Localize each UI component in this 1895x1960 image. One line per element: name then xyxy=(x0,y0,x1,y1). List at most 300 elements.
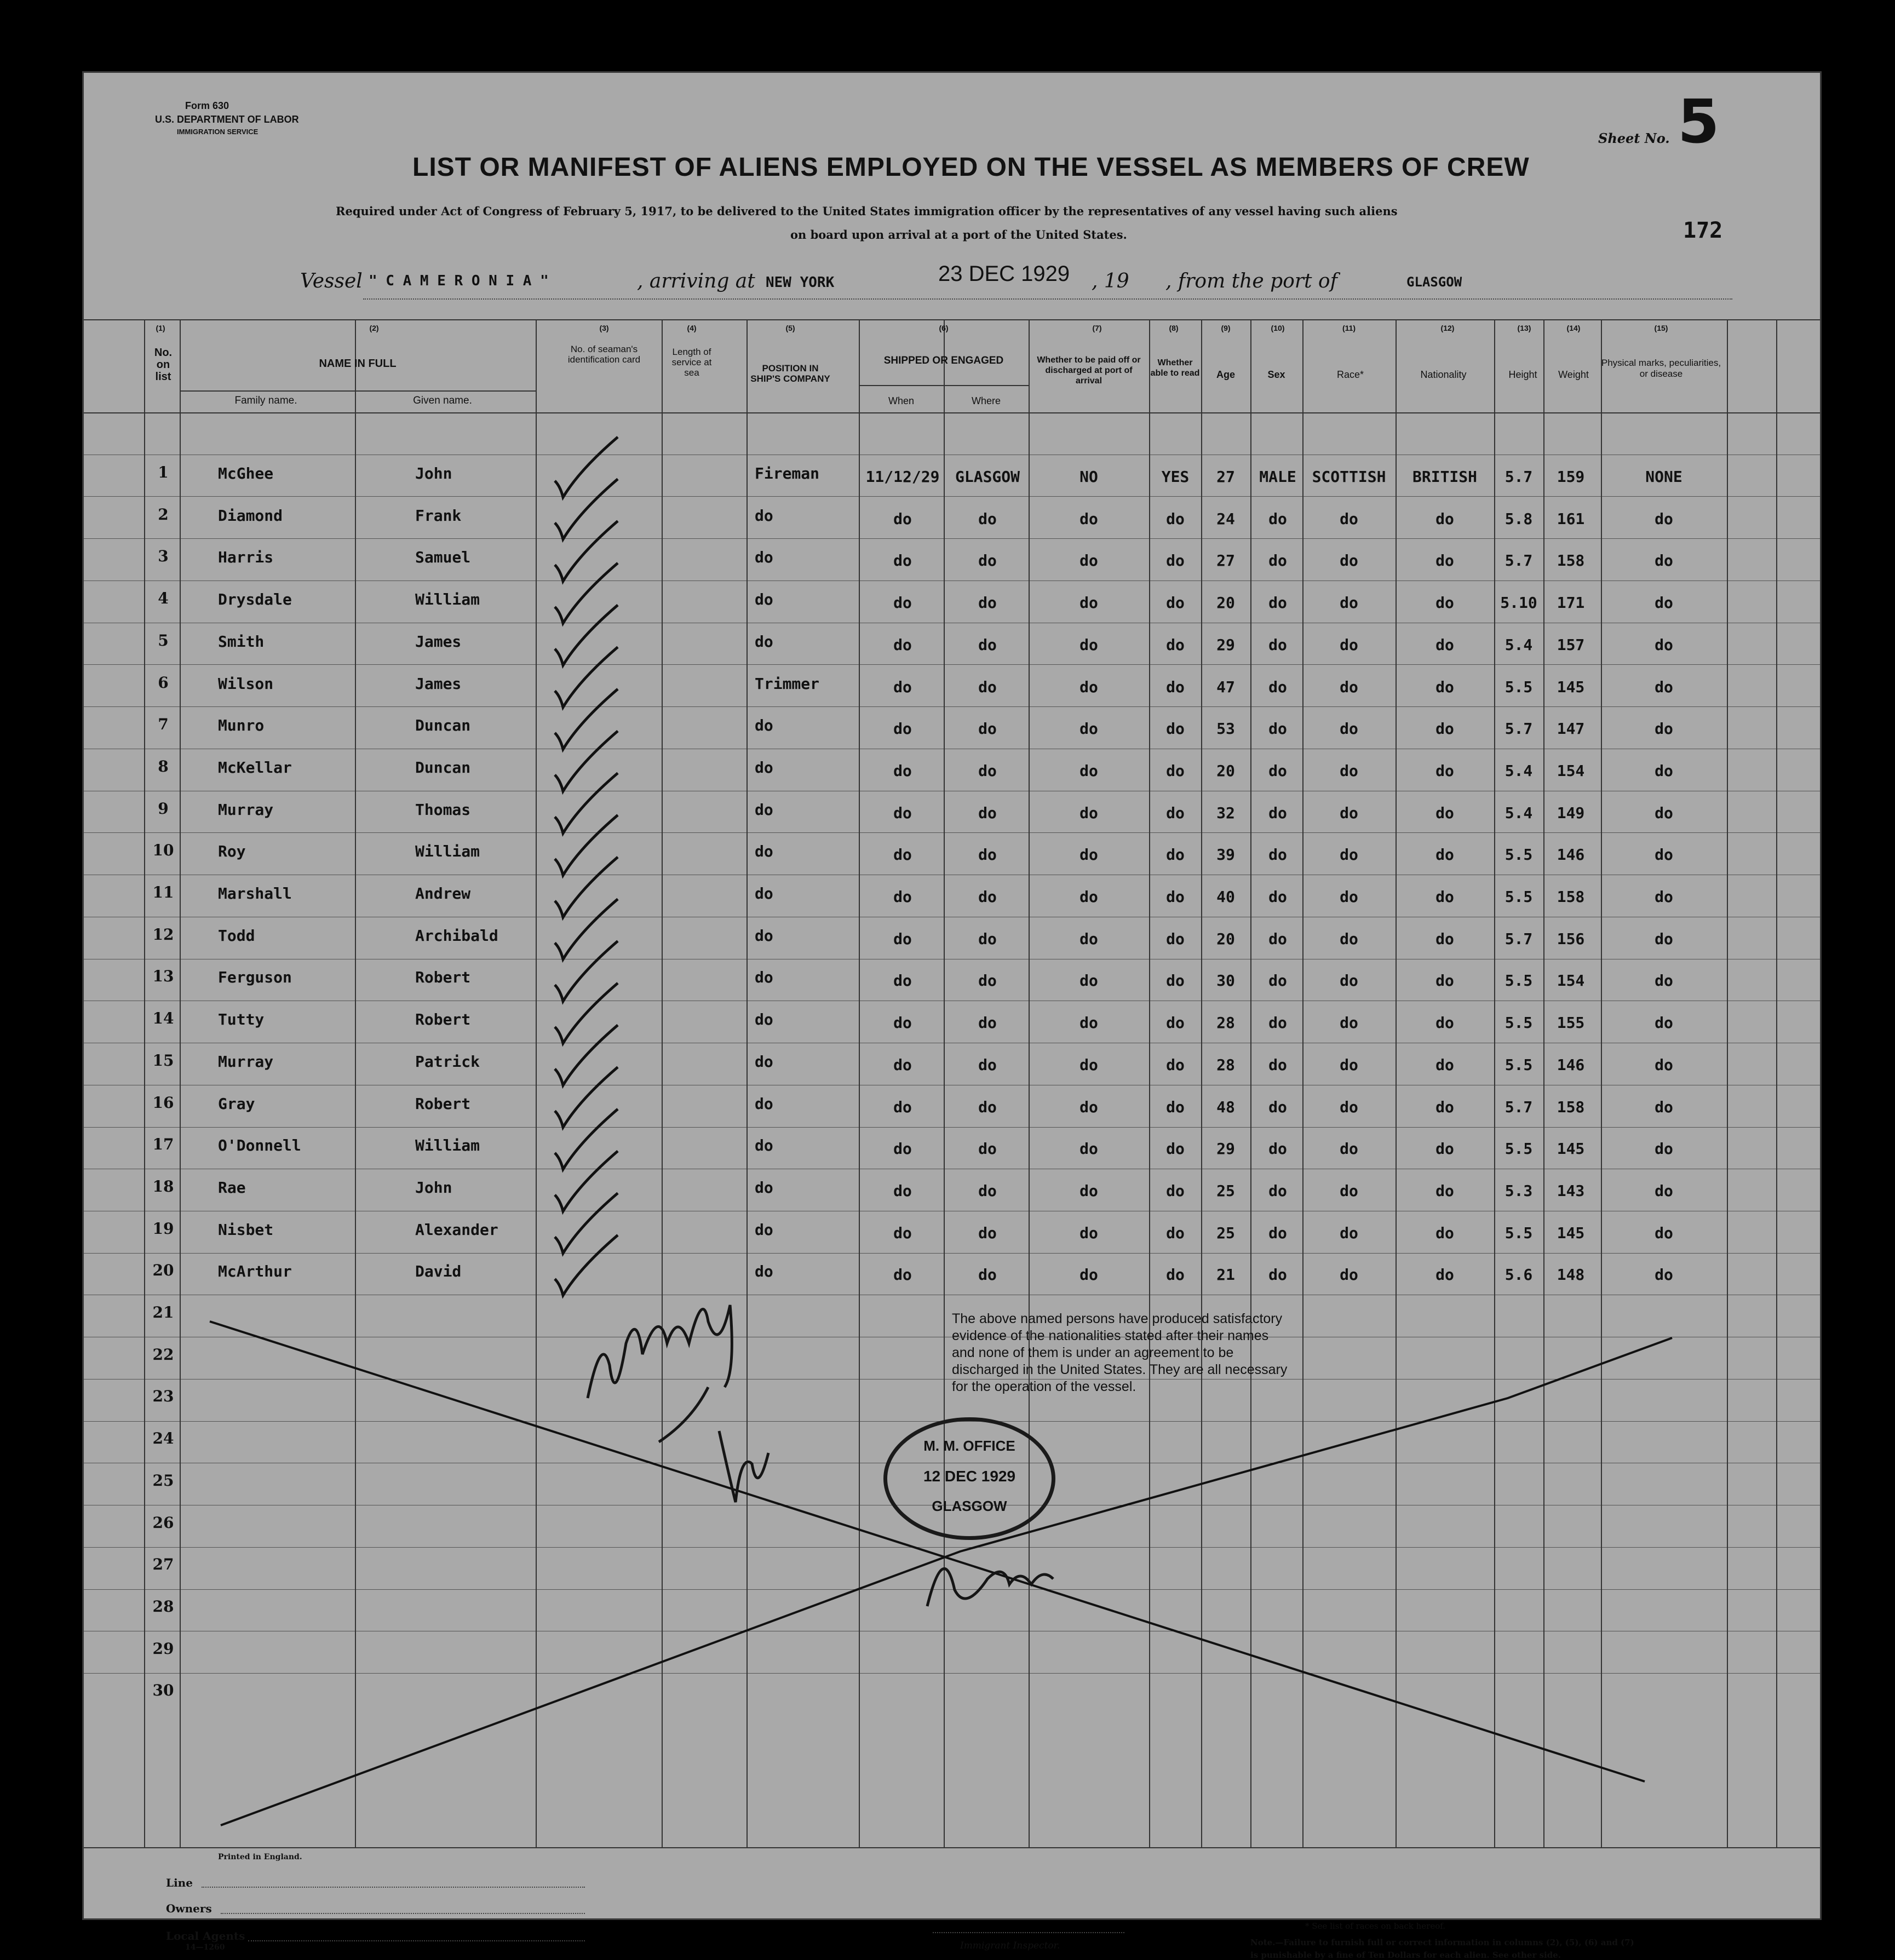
cell-height: 5.7 xyxy=(1504,551,1533,570)
cell-sex: do xyxy=(1268,972,1287,990)
cell-marks: do xyxy=(1655,761,1673,780)
cell-nat: do xyxy=(1435,972,1454,990)
cell-nat: do xyxy=(1435,761,1454,780)
cell-read: do xyxy=(1166,1140,1185,1158)
arrival-date-stamp: 23 DEC 1929 xyxy=(938,262,1070,286)
cell-age: 25 xyxy=(1216,1181,1235,1200)
cell-height: 5.3 xyxy=(1504,1181,1533,1200)
cell-when: do xyxy=(893,1266,912,1284)
cell-read: do xyxy=(1166,1097,1185,1116)
cell-where: do xyxy=(978,1181,997,1200)
cell-when: do xyxy=(893,720,912,738)
cell-age: 24 xyxy=(1216,509,1235,528)
cell-race: do xyxy=(1340,888,1358,906)
row-number: 17 xyxy=(152,1135,174,1154)
cell-paid: do xyxy=(1079,803,1098,822)
given-name: Robert xyxy=(415,968,471,987)
cell-where: do xyxy=(978,1223,997,1242)
position: do xyxy=(755,590,773,609)
cell-weight: 171 xyxy=(1557,594,1585,612)
cell-read: do xyxy=(1166,1223,1185,1242)
row-number: 24 xyxy=(152,1429,174,1448)
cell-nat: do xyxy=(1435,846,1454,864)
col-4-header: Length of service at sea xyxy=(671,347,712,378)
given-name: William xyxy=(415,1136,480,1155)
family-name: Todd xyxy=(218,926,255,945)
stamp-bottom: GLASGOW xyxy=(932,1498,1007,1514)
cell-height: 5.5 xyxy=(1504,1055,1533,1074)
line-label: Line xyxy=(166,1876,193,1889)
manifest-subtitle: Required under Act of Congress of February 5, 1917, to be delivered to the United States immigration officer by the representatives of any vessel having such aliens xyxy=(336,204,1398,218)
cell-height: 5.5 xyxy=(1504,677,1533,696)
given-name: Duncan xyxy=(415,758,471,777)
cell-age: 27 xyxy=(1216,551,1235,570)
cell-marks: do xyxy=(1655,972,1673,990)
cell-sex: do xyxy=(1268,1181,1287,1200)
cell-read: do xyxy=(1166,846,1185,864)
cell-paid: do xyxy=(1079,551,1098,570)
page-number: 172 xyxy=(1683,218,1723,243)
cell-age: 28 xyxy=(1216,1055,1235,1074)
col-5-number: (5) xyxy=(785,324,795,332)
cell-read: YES xyxy=(1161,468,1190,486)
line-underline xyxy=(202,1887,585,1888)
cell-age: 32 xyxy=(1216,803,1235,822)
row-number: 20 xyxy=(152,1261,174,1280)
cell-weight: 145 xyxy=(1557,1223,1585,1242)
col-8-number: (8) xyxy=(1169,324,1179,332)
given-name: Archibald xyxy=(415,926,498,945)
cell-height: 5.10 xyxy=(1500,594,1537,612)
col-5-header: POSITION IN SHIP'S COMPANY xyxy=(750,363,830,384)
cell-where: do xyxy=(978,677,997,696)
cell-when: do xyxy=(893,929,912,948)
position: do xyxy=(755,968,773,987)
cell-paid: do xyxy=(1079,1140,1098,1158)
row-number: 4 xyxy=(158,589,169,608)
cell-read: do xyxy=(1166,1014,1185,1032)
manifest-title: LIST OR MANIFEST OF ALIENS EMPLOYED ON THE VESSEL AS MEMBERS OF CREW xyxy=(412,153,1530,182)
cell-marks: do xyxy=(1655,929,1673,948)
cell-weight: 161 xyxy=(1557,509,1585,528)
family-name: Harris xyxy=(218,548,274,567)
family-name: Murray xyxy=(218,800,274,819)
row-number: 25 xyxy=(152,1471,174,1490)
cell-read: do xyxy=(1166,720,1185,738)
manifest-subtitle-2: on board upon arrival at a port of the United States. xyxy=(790,228,1127,242)
cell-sex: do xyxy=(1268,888,1287,906)
certification-statement: The above named persons have produced satisfactory evidence of the nationalities stated after their names and none of them is under an agreement to be discharged in the United States. They are all necessary for the operation of the vessel. xyxy=(952,1311,1288,1394)
position: do xyxy=(755,758,773,777)
col-4-number: (4) xyxy=(687,324,697,332)
cell-race: do xyxy=(1340,1097,1358,1116)
from-port-label: , from the port of xyxy=(1165,270,1337,292)
cell-marks: do xyxy=(1655,720,1673,738)
cell-paid: do xyxy=(1079,761,1098,780)
cell-nat: do xyxy=(1435,1140,1454,1158)
row-number: 18 xyxy=(152,1177,174,1195)
position: do xyxy=(755,1010,773,1029)
cell-nat: do xyxy=(1435,1055,1454,1074)
family-name: O'Donnell xyxy=(218,1136,301,1155)
position: do xyxy=(755,1220,773,1239)
cell-sex: do xyxy=(1268,803,1287,822)
cell-read: do xyxy=(1166,803,1185,822)
cell-when: do xyxy=(893,803,912,822)
family-name: Smith xyxy=(218,632,265,651)
family-name: Marshall xyxy=(218,884,292,903)
cell-nat: BRITISH xyxy=(1412,468,1478,486)
cell-marks: do xyxy=(1655,1055,1673,1074)
form-code: 14—1260 xyxy=(185,1943,225,1952)
cell-paid: do xyxy=(1079,677,1098,696)
arriving-label: , arriving at xyxy=(637,270,755,292)
family-name: Drysdale xyxy=(218,590,292,609)
cell-when: do xyxy=(893,1097,912,1116)
cell-sex: do xyxy=(1268,1097,1287,1116)
vessel-label: Vessel xyxy=(300,270,363,292)
cell-paid: do xyxy=(1079,1014,1098,1032)
cell-race: do xyxy=(1340,720,1358,738)
cell-marks: do xyxy=(1655,1140,1673,1158)
row-number: 14 xyxy=(152,1009,174,1028)
given-name: James xyxy=(415,632,462,651)
col-15-number: (15) xyxy=(1654,324,1668,332)
cell-height: 5.5 xyxy=(1504,1140,1533,1158)
col-6-number: (6) xyxy=(939,324,949,332)
cell-race: do xyxy=(1340,972,1358,990)
cell-weight: 157 xyxy=(1557,635,1585,654)
cell-race: do xyxy=(1340,635,1358,654)
cell-marks: do xyxy=(1655,1266,1673,1284)
cell-weight: 155 xyxy=(1557,1014,1585,1032)
col-8-header: Whether able to read xyxy=(1150,358,1200,378)
cell-race: do xyxy=(1340,594,1358,612)
cell-read: do xyxy=(1166,509,1185,528)
cell-nat: do xyxy=(1435,1181,1454,1200)
cell-sex: do xyxy=(1268,929,1287,948)
row-number: 21 xyxy=(152,1303,174,1321)
row-number: 12 xyxy=(152,925,174,944)
row-number: 2 xyxy=(158,505,169,524)
given-name: David xyxy=(415,1262,462,1281)
col-13-header: Height xyxy=(1508,369,1537,380)
row-number: 15 xyxy=(152,1051,174,1070)
penalty-note-2: is punishable by a fine of Ten Dollars for each alien. See other side. xyxy=(1250,1950,1561,1960)
cell-read: do xyxy=(1166,1055,1185,1074)
race-footnote: * See list of races on back hereof. xyxy=(1305,1921,1446,1931)
row-number: 30 xyxy=(152,1681,174,1700)
cell-height: 5.5 xyxy=(1504,1223,1533,1242)
cell-where: do xyxy=(978,929,997,948)
family-name: McArthur xyxy=(218,1262,292,1281)
cell-read: do xyxy=(1166,1181,1185,1200)
cell-nat: do xyxy=(1435,1097,1454,1116)
cell-sex: do xyxy=(1268,761,1287,780)
cell-race: SCOTTISH xyxy=(1312,468,1386,486)
given-name: Alexander xyxy=(415,1220,498,1239)
family-name: McKellar xyxy=(218,758,292,777)
col-3-header: No. of seaman's identification card xyxy=(567,344,641,365)
cell-read: do xyxy=(1166,929,1185,948)
cell-marks: do xyxy=(1655,888,1673,906)
row-number: 27 xyxy=(152,1555,174,1574)
cell-marks: do xyxy=(1655,1181,1673,1200)
cell-height: 5.5 xyxy=(1504,846,1533,864)
position: do xyxy=(755,716,773,735)
cell-when: do xyxy=(893,972,912,990)
cell-race: do xyxy=(1340,803,1358,822)
cell-when: do xyxy=(893,509,912,528)
given-name: John xyxy=(415,464,452,482)
cell-paid: do xyxy=(1079,888,1098,906)
row-number: 16 xyxy=(152,1093,174,1112)
cell-when: do xyxy=(893,846,912,864)
cell-paid: do xyxy=(1079,846,1098,864)
col-7-number: (7) xyxy=(1092,324,1102,332)
cell-paid: do xyxy=(1079,972,1098,990)
manifest-sheet xyxy=(82,71,1822,1960)
cell-marks: NONE xyxy=(1645,468,1682,486)
col-10-number: (10) xyxy=(1271,324,1285,332)
col-2-header: NAME IN FULL xyxy=(319,358,397,370)
cell-marks: do xyxy=(1655,1014,1673,1032)
check-mark xyxy=(555,1235,618,1295)
cell-marks: do xyxy=(1655,509,1673,528)
cell-nat: do xyxy=(1435,803,1454,822)
cell-age: 29 xyxy=(1216,635,1235,654)
position: do xyxy=(755,842,773,861)
cell-race: do xyxy=(1340,1181,1358,1200)
cell-race: do xyxy=(1340,1140,1358,1158)
cell-age: 53 xyxy=(1216,720,1235,738)
cell-race: do xyxy=(1340,1223,1358,1242)
family-name: Ferguson xyxy=(218,968,292,987)
col-14-number: (14) xyxy=(1566,324,1581,332)
cell-paid: do xyxy=(1079,1266,1098,1284)
cell-race: do xyxy=(1340,551,1358,570)
row-number: 6 xyxy=(158,673,169,692)
owners-underline xyxy=(221,1913,585,1914)
cell-sex: MALE xyxy=(1259,468,1296,486)
family-name-header: Family name. xyxy=(234,395,297,406)
sheet-label: Sheet No. xyxy=(1598,130,1670,146)
cell-age: 20 xyxy=(1216,929,1235,948)
col-12-header: Nationality xyxy=(1420,369,1467,380)
cell-when: do xyxy=(893,761,912,780)
cell-weight: 149 xyxy=(1557,803,1585,822)
vessel-name: " C A M E R O N I A " xyxy=(369,273,549,289)
stamp-date: 12 DEC 1929 xyxy=(923,1468,1016,1485)
row-number: 28 xyxy=(152,1597,174,1616)
cell-weight: 154 xyxy=(1557,761,1585,780)
cell-race: do xyxy=(1340,509,1358,528)
position: do xyxy=(755,800,773,819)
given-name: James xyxy=(415,674,462,693)
row-number: 13 xyxy=(152,967,174,986)
checkmarks xyxy=(84,73,1820,1918)
cell-weight: 147 xyxy=(1557,720,1585,738)
cell-race: do xyxy=(1340,1055,1358,1074)
cell-where: do xyxy=(978,1014,997,1032)
row-number: 11 xyxy=(152,883,174,901)
cell-nat: do xyxy=(1435,888,1454,906)
cell-where: do xyxy=(978,1055,997,1074)
cell-height: 5.5 xyxy=(1504,888,1533,906)
cell-weight: 145 xyxy=(1557,677,1585,696)
row-number: 3 xyxy=(158,547,169,566)
cell-paid: do xyxy=(1079,635,1098,654)
shipped-when-header: When xyxy=(888,395,915,406)
cell-when: do xyxy=(893,677,912,696)
cell-weight: 146 xyxy=(1557,846,1585,864)
cell-when: do xyxy=(893,1181,912,1200)
cell-race: do xyxy=(1340,761,1358,780)
cell-race: do xyxy=(1340,1266,1358,1284)
position: do xyxy=(755,1136,773,1155)
given-name: Duncan xyxy=(415,716,471,735)
cell-paid: do xyxy=(1079,594,1098,612)
cell-nat: do xyxy=(1435,509,1454,528)
form-number: Form 630 xyxy=(185,100,229,111)
cell-height: 5.4 xyxy=(1504,761,1533,780)
penalty-note: Note.—Failure to furnish full or correct information in columns (2), (5), (6) and (7) xyxy=(1250,1938,1634,1947)
position: do xyxy=(755,1052,773,1071)
shipped-where-header: Where xyxy=(971,395,1001,406)
position: do xyxy=(755,884,773,903)
cell-nat: do xyxy=(1435,1223,1454,1242)
family-name: Murray xyxy=(218,1052,274,1071)
cell-nat: do xyxy=(1435,929,1454,948)
cell-marks: do xyxy=(1655,803,1673,822)
cell-read: do xyxy=(1166,594,1185,612)
cell-paid: do xyxy=(1079,720,1098,738)
cell-where: do xyxy=(978,1266,997,1284)
position: Fireman xyxy=(755,464,820,482)
cell-height: 5.4 xyxy=(1504,635,1533,654)
sheet-number: 5 xyxy=(1678,87,1720,157)
cell-marks: do xyxy=(1655,677,1673,696)
cell-paid: do xyxy=(1079,1181,1098,1200)
cell-nat: do xyxy=(1435,551,1454,570)
cell-paid: NO xyxy=(1079,468,1098,486)
cell-sex: do xyxy=(1268,1266,1287,1284)
cell-read: do xyxy=(1166,635,1185,654)
row-number: 1 xyxy=(158,463,169,481)
arriving-port: NEW YORK xyxy=(766,274,835,291)
cell-weight: 146 xyxy=(1557,1055,1585,1074)
position: do xyxy=(755,632,773,651)
given-name: John xyxy=(415,1178,452,1197)
cell-marks: do xyxy=(1655,594,1673,612)
cell-race: do xyxy=(1340,677,1358,696)
position: Trimmer xyxy=(755,674,820,693)
given-name: William xyxy=(415,590,480,609)
row-number: 8 xyxy=(158,757,169,775)
col-3-number: (3) xyxy=(599,324,609,332)
given-name: Samuel xyxy=(415,548,471,567)
cell-age: 28 xyxy=(1216,1014,1235,1032)
col-11-number: (11) xyxy=(1342,324,1356,332)
cell-where: do xyxy=(978,1097,997,1116)
row-number: 22 xyxy=(152,1345,174,1364)
cell-age: 30 xyxy=(1216,972,1235,990)
cell-race: do xyxy=(1340,929,1358,948)
inspector-label: Immigrant Inspector. xyxy=(960,1940,1060,1951)
cell-marks: do xyxy=(1655,635,1673,654)
cell-sex: do xyxy=(1268,677,1287,696)
col-12-number: (12) xyxy=(1440,324,1455,332)
col-11-header: Race* xyxy=(1336,369,1364,380)
position: do xyxy=(755,1094,773,1113)
row-number: 5 xyxy=(158,631,169,649)
row-number: 10 xyxy=(152,841,174,860)
cell-where: do xyxy=(978,509,997,528)
row-number: 23 xyxy=(152,1387,174,1406)
cell-age: 47 xyxy=(1216,677,1235,696)
col-6-header: SHIPPED OR ENGAGED xyxy=(883,355,1004,366)
col-9-header: Age xyxy=(1216,369,1235,380)
cell-paid: do xyxy=(1079,509,1098,528)
agents-label: Local Agents xyxy=(166,1929,245,1942)
cell-nat: do xyxy=(1435,635,1454,654)
row-number: 29 xyxy=(152,1639,174,1658)
cell-read: do xyxy=(1166,1266,1185,1284)
cell-when: do xyxy=(893,1014,912,1032)
cell-height: 5.7 xyxy=(1504,929,1533,948)
col-15-header: Physical marks, peculiarities, or disease xyxy=(1601,358,1721,379)
row-number: 7 xyxy=(158,715,169,734)
cell-age: 27 xyxy=(1216,468,1235,486)
family-name: McGhee xyxy=(218,464,274,482)
cell-age: 25 xyxy=(1216,1223,1235,1242)
cell-read: do xyxy=(1166,972,1185,990)
position: do xyxy=(755,548,773,567)
cell-nat: do xyxy=(1435,594,1454,612)
cell-when: do xyxy=(893,888,912,906)
family-name: Munro xyxy=(218,716,265,735)
cell-weight: 158 xyxy=(1557,888,1585,906)
cell-age: 39 xyxy=(1216,846,1235,864)
row-number: 19 xyxy=(152,1219,174,1238)
col-7-header: Whether to be paid off or discharged at port of arrival xyxy=(1037,355,1141,386)
cell-nat: do xyxy=(1435,720,1454,738)
cell-paid: do xyxy=(1079,1097,1098,1116)
family-name: Wilson xyxy=(218,674,274,693)
cell-where: do xyxy=(978,846,997,864)
cell-marks: do xyxy=(1655,1223,1673,1242)
cell-when: do xyxy=(893,594,912,612)
cell-where: do xyxy=(978,635,997,654)
cell-weight: 158 xyxy=(1557,551,1585,570)
owners-label: Owners xyxy=(166,1902,212,1915)
cell-weight: 158 xyxy=(1557,1097,1585,1116)
row-number: 26 xyxy=(152,1513,174,1532)
family-name: Rae xyxy=(218,1178,246,1197)
cell-height: 5.5 xyxy=(1504,1014,1533,1032)
cell-age: 29 xyxy=(1216,1140,1235,1158)
cell-height: 5.6 xyxy=(1504,1266,1533,1284)
cell-sex: do xyxy=(1268,1055,1287,1074)
cell-weight: 159 xyxy=(1557,468,1585,486)
cell-weight: 145 xyxy=(1557,1140,1585,1158)
cell-weight: 148 xyxy=(1557,1266,1585,1284)
cell-age: 21 xyxy=(1216,1266,1235,1284)
cell-when: 11/12/29 xyxy=(865,468,940,486)
cell-nat: do xyxy=(1435,1266,1454,1284)
cell-read: do xyxy=(1166,677,1185,696)
given-name: Patrick xyxy=(415,1052,480,1071)
